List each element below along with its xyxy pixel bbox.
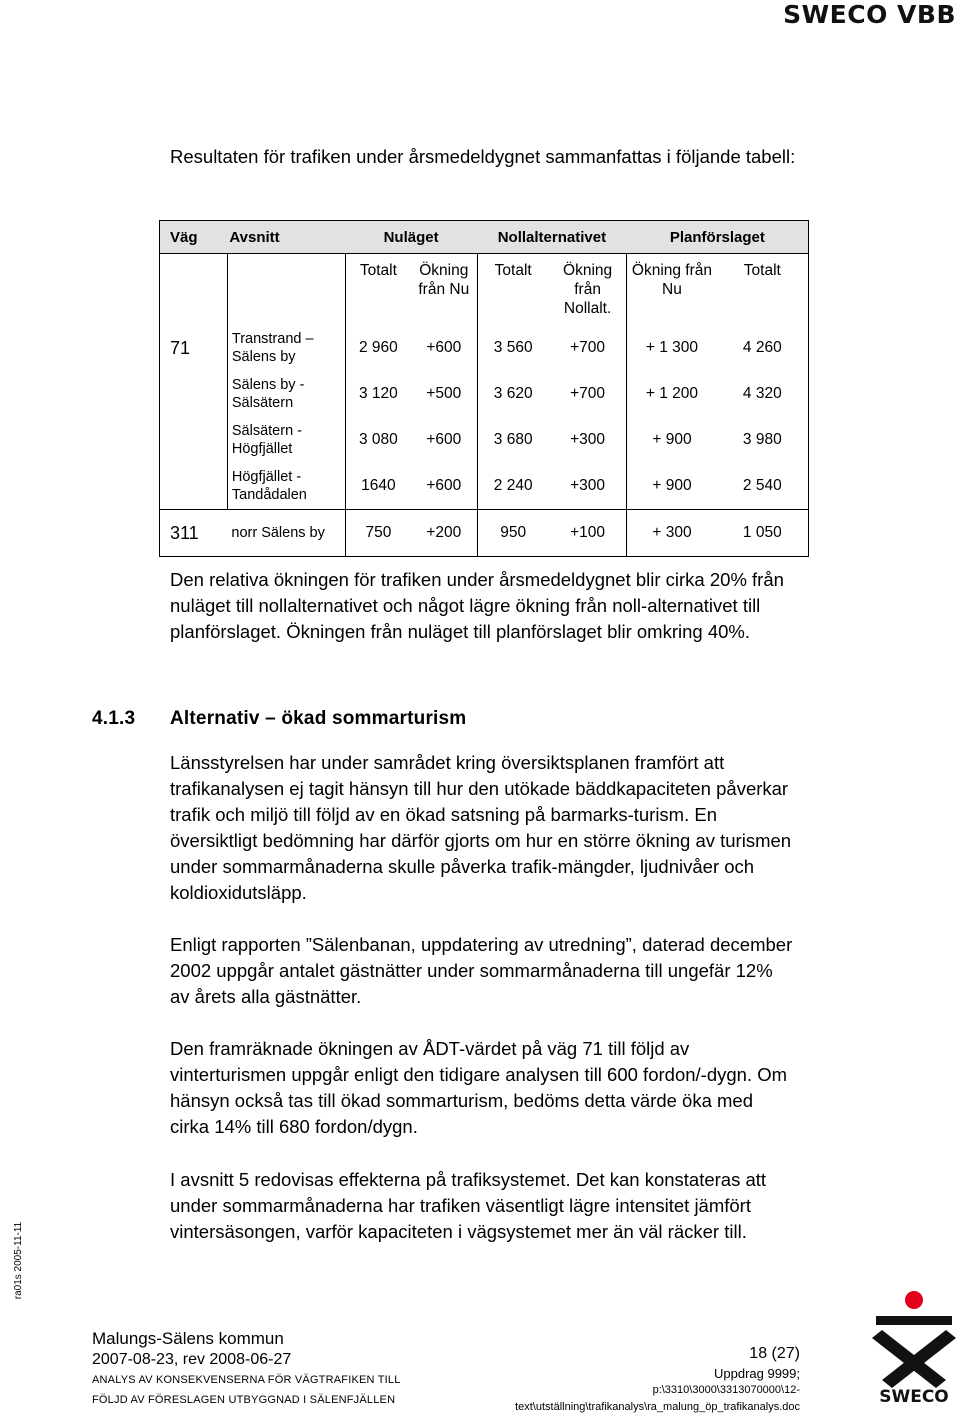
document-template-code: ra01s 2005-11-11 (13, 1221, 25, 1300)
subheader-plan-totalt: Totalt (717, 254, 809, 326)
body-paragraph-3: Den framräknade ökningen av ÅDT-värdet på väg 71 till följd av vinterturismen uppgår enligt den tidigare analysen till 600 fordon/-dygn. Om hänsyn också tas till ökad sommarturism, bedöms detta värde öka med cirka 14% till 680 fordon/dygn. (170, 1038, 788, 1137)
file-path-line-1: p:\3310\3000\3313070000\12- (652, 1384, 800, 1396)
table-cell: + 1 300 (645, 339, 699, 356)
header-segment: Avsnitt (227, 221, 345, 254)
page-number: 18 (27) (749, 1345, 800, 1362)
table-cell: 3 620 (493, 385, 533, 402)
subheader-empty (227, 254, 345, 326)
footer-organization: Malungs-Sälens kommun (92, 1329, 284, 1348)
table-cell (160, 463, 228, 510)
table-cell: 3 680 (493, 431, 533, 448)
segment-cell: Transtrand – Sälens by (227, 325, 345, 371)
segment-cell: norr Sälens by (227, 510, 345, 557)
table-cell: 750 (345, 510, 411, 557)
table-cell: 3 980 (717, 417, 809, 463)
header-nollalternativet: Nollalternativet (477, 221, 627, 254)
road-number-cell: 71 (160, 325, 228, 371)
table-cell: 1 050 (717, 510, 809, 557)
traffic-table (159, 220, 809, 557)
table-cell: 1640 (361, 477, 396, 494)
table-cell: +700 (549, 325, 627, 371)
table-cell: 4 320 (717, 371, 809, 417)
table-cell: + 900 (652, 431, 692, 448)
footer-left (92, 1328, 401, 1410)
segment-cell: Högfjället - Tandådalen (227, 463, 345, 510)
table-cell: +600 (411, 463, 477, 510)
table-cell: 2 240 (493, 477, 533, 494)
footer-right (515, 1342, 800, 1416)
table-cell (160, 417, 228, 463)
section-number: 4.1.3 (92, 708, 136, 729)
table-row (160, 463, 809, 510)
subheader-nu-okning: Ökning från Nu (411, 254, 477, 326)
segment-cell: Sälsätern - Högfjället (227, 417, 345, 463)
subheader-empty (160, 254, 228, 326)
road-number-cell: 311 (160, 510, 228, 557)
subheader-nu-totalt: Totalt (359, 262, 397, 279)
table-cell: 3 560 (493, 339, 533, 356)
table-row (160, 417, 809, 463)
table-cell: 3 120 (358, 385, 398, 402)
intro-paragraph: Resultaten för trafiken under årsmedeldygnet sammanfattas i följande tabell: (170, 146, 796, 167)
assignment-number: Uppdrag 9999; (713, 1366, 800, 1381)
sweco-logo-icon (872, 1290, 956, 1405)
table-cell: 2 540 (717, 463, 809, 510)
body-paragraph-1: Länsstyrelsen har under samrådet kring översiktsplanen framfört att trafikanalysen ej tagit hänsyn till hur den utökade bäddkapaciteten påverkar trafik och miljö till följd av en ökad satsning på barmarks-turism. En översiktligt bedömning har därför gjorts om hur en större ökning av turismen under sommarmånaderna skulle påverka trafik-mängder, ljudnivåer och koldioxidutsläpp. (170, 752, 792, 903)
table-cell: 950 (477, 510, 549, 557)
subheader-noll-totalt: Totalt (494, 262, 532, 279)
body-paragraph-2: Enligt rapporten ”Sälenbanan, uppdatering av utredning”, daterad december 2002 uppgår antalet gästnätter under sommarmånaderna till ungefär 12% av årets alla gästnätter. (170, 934, 793, 1007)
table-row (160, 325, 809, 371)
table-cell: +600 (411, 325, 477, 371)
table-row (160, 510, 809, 557)
logo-wordmark: SWECO (879, 1387, 949, 1405)
table-cell: +300 (549, 463, 627, 510)
table-cell: +100 (549, 510, 627, 557)
body-paragraph-4: I avsnitt 5 redovisas effekterna på trafiksystemet. Det kan konstateras att under sommarmånaderna har trafiken väsentligt lägre intensitet jämfört vintersäsongen, varför kapaciteten i vägsystemet mer än väl räcker till. (170, 1169, 767, 1242)
table-cell: +300 (549, 417, 627, 463)
header-road: Väg (160, 221, 228, 254)
table-cell: +500 (411, 371, 477, 417)
table-cell: + 1 200 (645, 385, 699, 402)
footer-title-line-1: ANALYS AV KONSEKVENSERNA FÖR VÄGTRAFIKEN TILL (92, 1374, 401, 1386)
subheader-plan-okning: Ökning från Nu (631, 262, 713, 298)
file-path-line-2: text\utställning\trafikanalys\ra_malung_öp_trafikanalys.doc (515, 1401, 800, 1413)
footer-date: 2007-08-23, rev 2008-06-27 (92, 1351, 292, 1368)
table-subheader-row (160, 254, 809, 326)
brand-logo-text: SWECO VBB (783, 0, 956, 29)
table-cell: + 300 (627, 510, 717, 557)
segment-cell: Sälens by - Sälsätern (227, 371, 345, 417)
subheader-noll-okning: Ökning från Nollalt. (549, 254, 627, 326)
header-nulaget: Nuläget (345, 221, 477, 254)
footer-title-line-2: FÖLJD AV FÖRESLAGEN UTBYGGNAD I SÄLENFJÄLLEN (92, 1394, 396, 1406)
table-cell: 4 260 (717, 325, 809, 371)
section-heading (92, 708, 466, 730)
table-cell: 2 960 (358, 339, 398, 356)
table-header-row (160, 221, 809, 254)
relative-increase-paragraph: Den relativa ökningen för trafiken under årsmedeldygnet blir cirka 20% från nuläget till nollalternativet och något lägre ökning från noll-alternativet till planförslaget. Ökningen från nuläget till planförslaget blir omkring 40%. (170, 569, 784, 642)
table-cell: +600 (411, 417, 477, 463)
section-title: Alternativ – ökad sommarturism (170, 708, 467, 729)
header-planforslaget: Planförslaget (627, 221, 809, 254)
table-row (160, 371, 809, 417)
table-cell: +200 (411, 510, 477, 557)
table-cell: 3 080 (358, 431, 398, 448)
table-cell: + 900 (652, 477, 692, 494)
table-cell: +700 (549, 371, 627, 417)
table-cell (160, 371, 228, 417)
